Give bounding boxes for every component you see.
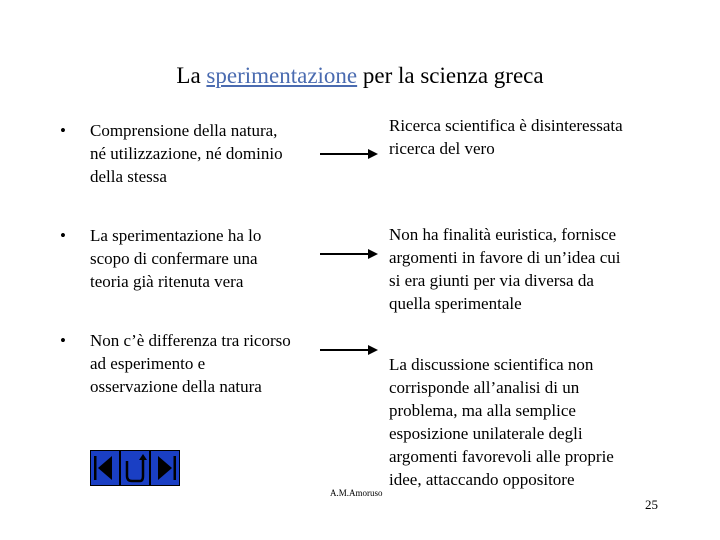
arrow-icon: [320, 147, 380, 161]
bullet-1-result: Ricerca scientifica è disinteressata ricerca del vero: [389, 116, 623, 158]
bullet-3-text: Non c’è differenza tra ricorso ad esperimento e osservazione della natura: [90, 331, 291, 396]
bullet-2-result: Non ha finalità euristica, fornisce argomenti in favore di un’idea cui si era giunti per via diversa da quella sperimentale: [389, 225, 621, 313]
arrow-icon: [320, 247, 380, 261]
bullet-3: [60, 329, 360, 399]
slide-navigation: [90, 450, 180, 486]
bullet-dot: •: [60, 226, 66, 245]
first-slide-icon[interactable]: [91, 451, 120, 486]
author-footer: A.M.Amoruso: [330, 488, 383, 498]
last-slide-icon[interactable]: [151, 451, 180, 486]
bullet-2: [60, 224, 350, 294]
slide-title: [0, 62, 720, 90]
title-suffix: per la scienza greca: [357, 63, 544, 88]
bullet-dot: •: [60, 121, 66, 140]
bullet-1: [60, 119, 350, 189]
page-number: 25: [645, 497, 658, 512]
bullet-3-result: La discussione scientifica non corrisponde all’analisi di un problema, ma alla semplice esposizione unilaterale degli argomenti favorevoli alle proprie idee, attaccando oppositore: [389, 355, 614, 489]
title-link[interactable]: sperimentazione: [206, 63, 358, 88]
bullet-dot: •: [60, 331, 66, 350]
arrow-icon: [320, 343, 380, 357]
bullet-1-text: Comprensione della natura, né utilizzazione, né dominio della stessa: [90, 121, 283, 186]
bullet-2-text: La sperimentazione ha lo scopo di confermare una teoria già ritenuta vera: [90, 226, 262, 291]
title-prefix: La: [176, 63, 207, 88]
return-icon[interactable]: [121, 451, 150, 486]
